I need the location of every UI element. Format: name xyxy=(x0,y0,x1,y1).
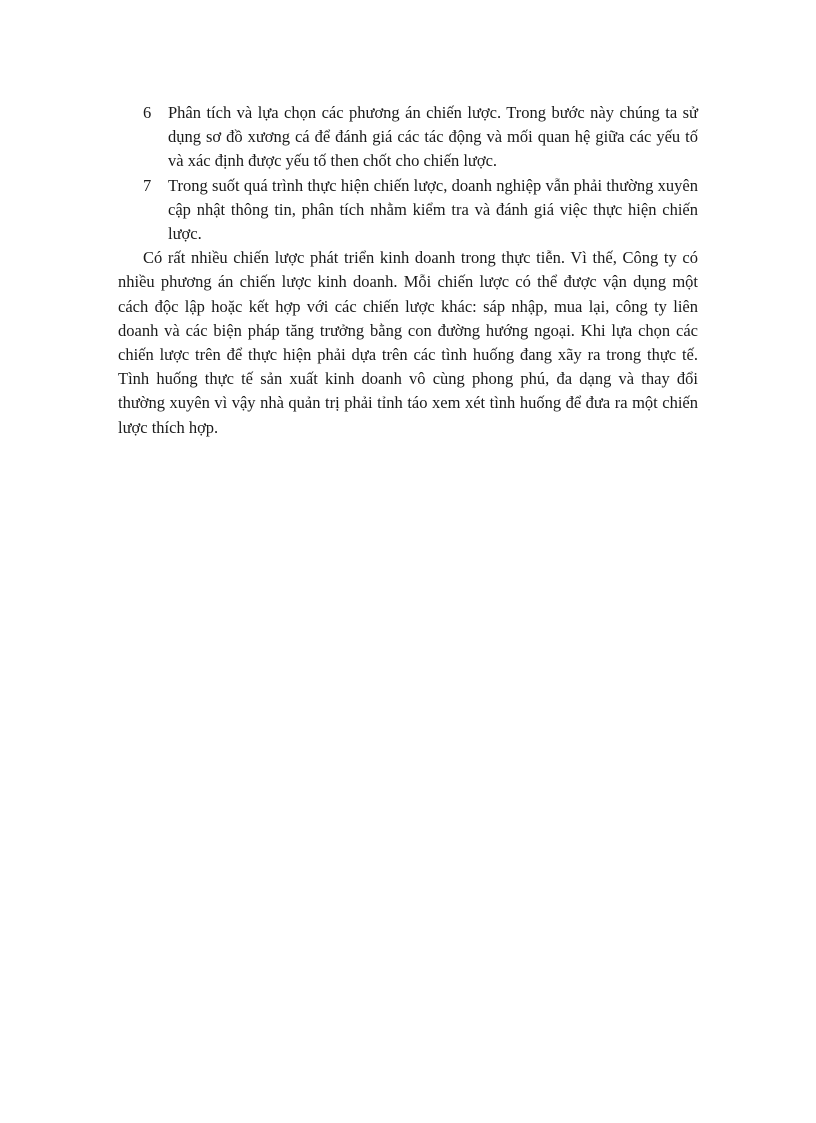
list-item-text: Phân tích và lựa chọn các phương án chiến lược. Trong bước này chúng ta sử dụng sơ đồ xương cá để đánh giá các tác động và mối quan hệ giữa các yếu tố và xác định được yếu tố then chốt cho chiến lược. xyxy=(168,103,698,171)
body-paragraph: Có rất nhiều chiến lược phát triển kinh doanh trong thực tiễn. Vì thế, Công ty có nhiều phương án chiến lược kinh doanh. Mỗi chiến lược có thể được vận dụng một cách độc lập hoặc kết hợp với các chiến lược khác: sáp nhập, mua lại, công ty liên doanh và các biện pháp tăng trưởng bằng con đường hướng ngoại. Khi lựa chọn các chiến lược trên để thực hiện phải dựa trên các tình huống đang xãy ra trong thực tế. Tình huống thực tế sản xuất kinh doanh vô cùng phong phú, đa dạng và thay đổi thường xuyên vì vậy nhà quản trị phải tỉnh táo xem xét tình huống để đưa ra một chiến lược thích hợp. xyxy=(118,248,698,437)
list-item-number: 7 xyxy=(143,175,152,195)
list-item-number: 6 xyxy=(143,103,152,122)
list-item-6 xyxy=(118,101,698,174)
document-page xyxy=(118,101,698,440)
list-item-7 xyxy=(118,174,698,247)
list-item-text: Trong suốt quá trình thực hiện chiến lược, doanh nghiệp vẫn phải thường xuyên cập nhật thông tin, phân tích nhằm kiểm tra và đánh giá việc thực hiện chiến lược. xyxy=(168,175,698,244)
